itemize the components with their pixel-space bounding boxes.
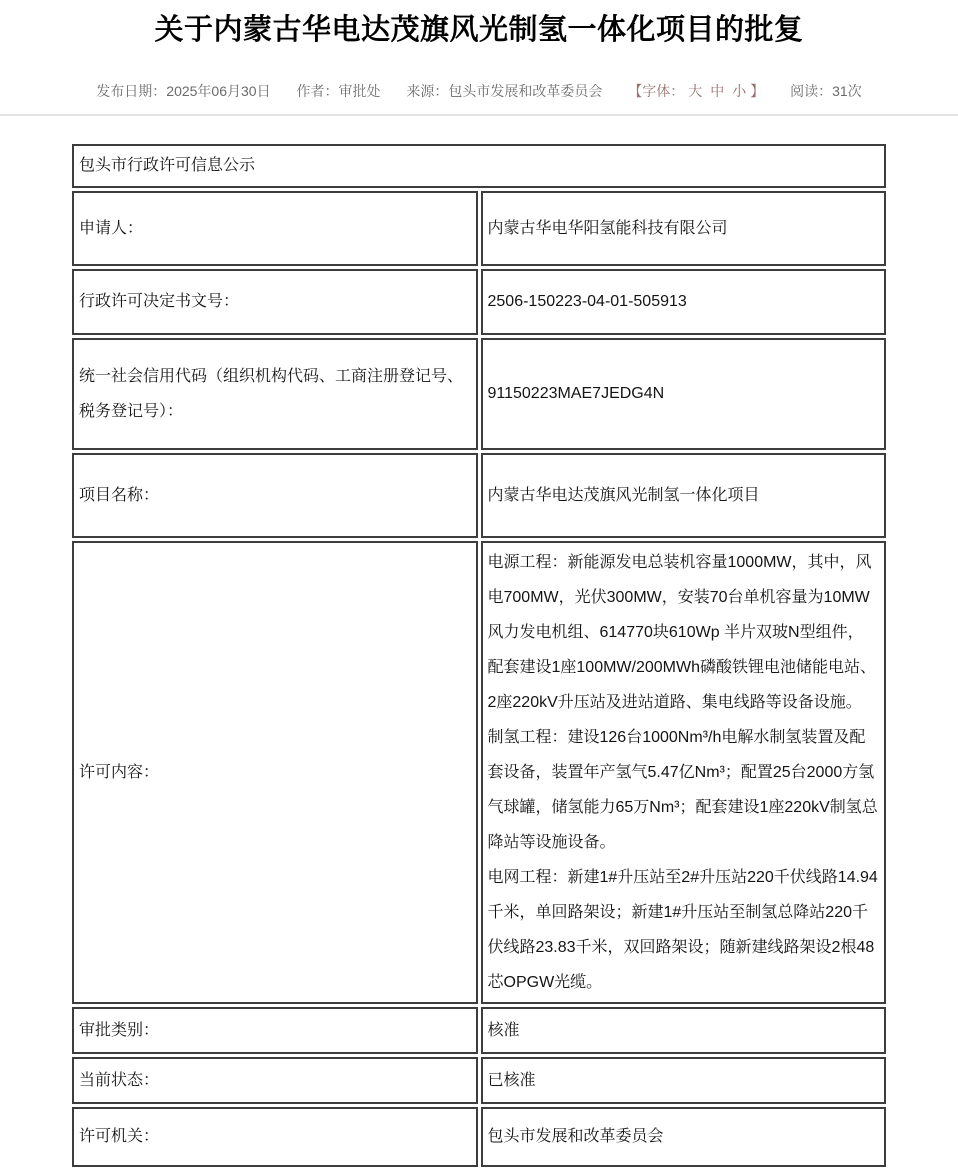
font-widget-suffix: 】	[750, 82, 765, 99]
row-approval-category	[72, 1007, 886, 1054]
row-value: 包头市发展和改革委员会	[481, 1107, 887, 1167]
row-value: 核准	[481, 1007, 887, 1054]
row-value: 已核准	[481, 1057, 887, 1104]
row-value	[481, 541, 887, 1004]
table-header-row	[72, 144, 886, 188]
table-title: 包头市行政许可信息公示	[72, 144, 886, 188]
row-label: 许可内容：	[72, 541, 478, 1004]
row-label: 许可机关：	[72, 1107, 478, 1167]
row-value: 内蒙古华电华阳氢能科技有限公司	[481, 191, 887, 266]
publish-date: 发布日期：2025年06月30日	[96, 82, 271, 99]
meta-bar	[0, 81, 958, 101]
row-label: 审批类别：	[72, 1007, 478, 1054]
row-current-status	[72, 1057, 886, 1104]
font-size-large-option[interactable]: 大	[688, 82, 703, 99]
row-label: 项目名称：	[72, 453, 478, 538]
row-credit-code	[72, 338, 886, 450]
font-size-medium-option[interactable]: 中	[710, 82, 725, 99]
row-applicant	[72, 191, 886, 266]
license-paragraph-power: 电源工程：新能源发电总装机容量1000MW，其中，风电700MW，光伏300MW，安装70台单机容量为10MW风力发电机组、614770块610Wp 半片双玻N型组件，配套建设1座100MW/200MWh磷酸铁锂电池储能电站、2座220kV升压站及进站道路、集电线路等设备设施。	[487, 553, 876, 711]
font-widget-prefix: 【字体：	[628, 82, 685, 99]
source: 来源：包头市发展和改革委员会	[406, 82, 603, 99]
license-info-table	[69, 141, 889, 1170]
read-count: 阅读：31次	[790, 82, 862, 99]
row-licensing-authority	[72, 1107, 886, 1167]
row-label: 申请人：	[72, 191, 478, 266]
license-paragraph-hydrogen: 制氢工程：建设126台1000Nm³/h电解水制氢装置及配套设备，装置年产氢气5.47亿Nm³；配置25台2000方氢气球罐，储氢能力65万Nm³；配套建设1座220kV制氢总降站等设施设备。	[487, 728, 878, 851]
row-label: 统一社会信用代码（组织机构代码、工商注册登记号、税务登记号）：	[72, 338, 478, 450]
license-paragraph-grid: 电网工程：新建1#升压站至2#升压站220千伏线路14.94千米，单回路架设；新建1#升压站至制氢总降站220千伏线路23.83千米，双回路架设；随新建线路架设2根48芯OPGW光缆。	[487, 868, 878, 991]
header-divider	[0, 114, 958, 116]
row-label: 行政许可决定书文号：	[72, 269, 478, 335]
row-value: 2506-150223-04-01-505913	[481, 269, 887, 335]
author: 作者：审批处	[296, 82, 381, 99]
row-decision-number	[72, 269, 886, 335]
row-license-content	[72, 541, 886, 1004]
row-project-name	[72, 453, 886, 538]
page-title: 关于内蒙古华电达茂旗风光制氢一体化项目的批复	[154, 14, 804, 46]
row-value: 内蒙古华电达茂旗风光制氢一体化项目	[481, 453, 887, 538]
row-label: 当前状态：	[72, 1057, 478, 1104]
font-size-widget	[628, 83, 764, 99]
font-size-small-option[interactable]: 小	[732, 82, 747, 99]
row-value: 91150223MAE7JEDG4N	[481, 338, 887, 450]
